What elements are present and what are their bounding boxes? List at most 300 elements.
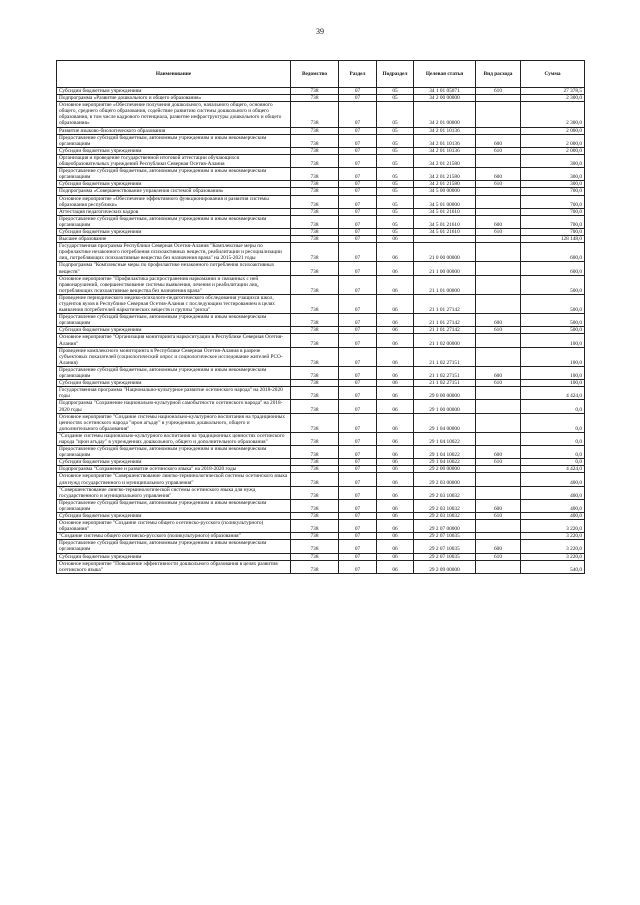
cell-amount: 400,0 — [521, 473, 585, 486]
cell-target-article: 29 2 09 00000 — [414, 560, 476, 573]
cell-subsection: 06 — [377, 432, 414, 445]
cell-target-article: 29 2 07 00000 — [414, 520, 476, 533]
cell-name: Государственная программа "Национально-культурное развитие осетинского народа" на 2018-2020 годы — [57, 387, 291, 400]
cell-section: 07 — [339, 88, 377, 95]
cell-expense-type — [476, 432, 521, 445]
cell-department: 738 — [291, 294, 339, 313]
cell-section: 07 — [339, 195, 377, 208]
cell-target-article: 29 2 03 10032 — [414, 513, 476, 520]
cell-amount: 3 220,0 — [521, 520, 585, 533]
cell-expense-type: 600 — [476, 499, 521, 512]
cell-section: 07 — [339, 486, 377, 499]
cell-department: 738 — [291, 366, 339, 379]
table-row — [57, 540, 585, 553]
cell-amount: 500,0 — [521, 314, 585, 327]
cell-department: 738 — [291, 127, 339, 134]
cell-expense-type: 610 — [476, 513, 521, 520]
cell-subsection: 06 — [377, 560, 414, 573]
cell-section: 07 — [339, 387, 377, 400]
cell-expense-type — [476, 400, 521, 413]
cell-subsection: 05 — [377, 127, 414, 134]
table-row — [57, 400, 585, 413]
cell-expense-type — [476, 473, 521, 486]
cell-department: 738 — [291, 499, 339, 512]
cell-section: 07 — [339, 314, 377, 327]
table-row — [57, 188, 585, 195]
cell-amount: 300,0 — [521, 168, 585, 181]
cell-amount: 300,0 — [521, 154, 585, 167]
cell-amount: 700,0 — [521, 228, 585, 235]
cell-section: 07 — [339, 533, 377, 540]
cell-department: 738 — [291, 147, 339, 154]
cell-expense-type — [476, 95, 521, 102]
cell-target-article: 21 0 00 00000 — [414, 243, 476, 262]
table-row — [57, 380, 585, 387]
cell-department: 738 — [291, 387, 339, 400]
cell-section: 07 — [339, 95, 377, 102]
cell-amount: 2 300,0 — [521, 95, 585, 102]
cell-name: Основное мероприятие "Создание системы общего осетинско-русского (поликультурного) образования" — [57, 520, 291, 533]
cell-expense-type: 610 — [476, 327, 521, 334]
table-row — [57, 314, 585, 327]
cell-section: 07 — [339, 134, 377, 147]
cell-name: Субсидии бюджетным учреждениям — [57, 459, 291, 466]
cell-target-article: 29 2 07 10035 — [414, 533, 476, 540]
cell-expense-type: 610 — [476, 181, 521, 188]
cell-subsection: 06 — [377, 262, 414, 275]
cell-expense-type: 610 — [476, 553, 521, 560]
cell-expense-type — [476, 236, 521, 243]
cell-expense-type — [476, 294, 521, 313]
cell-target-article: 21 1 01 27142 — [414, 314, 476, 327]
cell-section: 07 — [339, 459, 377, 466]
cell-subsection: 06 — [377, 294, 414, 313]
cell-section: 07 — [339, 243, 377, 262]
cell-subsection: 06 — [377, 446, 414, 459]
cell-department: 738 — [291, 195, 339, 208]
cell-target-article: 34 2 01 10136 — [414, 147, 476, 154]
cell-target-article: 21 1 01 27142 — [414, 327, 476, 334]
cell-name: Предоставление субсидий бюджетным, автономным учреждениям и иным некоммерческим организациям — [57, 540, 291, 553]
cell-target-article: 34 2 00 00000 — [414, 95, 476, 102]
header-expense-type: Вид расхода — [476, 61, 521, 88]
cell-expense-type — [476, 188, 521, 195]
table-row — [57, 387, 585, 400]
table-row — [57, 262, 585, 275]
table-header-row — [57, 61, 585, 88]
cell-subsection: 05 — [377, 147, 414, 154]
cell-expense-type — [476, 387, 521, 400]
cell-target-article: 34 2 01 10136 — [414, 134, 476, 147]
cell-subsection: 06 — [377, 486, 414, 499]
cell-target-article: 34 5 00 00000 — [414, 188, 476, 195]
cell-target-article: 21 1 01 00000 — [414, 275, 476, 294]
cell-subsection: 05 — [377, 215, 414, 228]
cell-section: 07 — [339, 236, 377, 243]
cell-target-article: 34 1 01 05071 — [414, 88, 476, 95]
cell-section: 07 — [339, 446, 377, 459]
cell-section: 07 — [339, 294, 377, 313]
cell-name: Развитие языково-биологического образования — [57, 127, 291, 134]
cell-target-article: 34 5 01 21610 — [414, 228, 476, 235]
cell-target-article — [414, 236, 476, 243]
cell-subsection: 06 — [377, 413, 414, 432]
table-row — [57, 147, 585, 154]
cell-subsection: 06 — [377, 553, 414, 560]
cell-section: 07 — [339, 147, 377, 154]
cell-amount: 0,0 — [521, 400, 585, 413]
cell-department: 738 — [291, 168, 339, 181]
cell-department: 738 — [291, 215, 339, 228]
cell-expense-type — [476, 560, 521, 573]
table-row — [57, 432, 585, 445]
cell-expense-type: 600 — [476, 215, 521, 228]
cell-amount: 500,0 — [521, 275, 585, 294]
table-body — [57, 88, 585, 574]
cell-expense-type — [476, 466, 521, 473]
cell-department: 738 — [291, 380, 339, 387]
cell-target-article: 21 1 02 00000 — [414, 334, 476, 347]
header-section: Раздел — [339, 61, 377, 88]
cell-amount: 500,0 — [521, 294, 585, 313]
cell-expense-type: 610 — [476, 380, 521, 387]
cell-target-article: 29 2 00 00000 — [414, 466, 476, 473]
cell-name: Подпрограмма "Сохранение национально-культурной самобытности осетинского народа" на 2018-2020 годы — [57, 400, 291, 413]
cell-section: 07 — [339, 553, 377, 560]
cell-expense-type: 600 — [476, 540, 521, 553]
cell-name: Субсидии бюджетным учреждениям — [57, 88, 291, 95]
cell-subsection: 06 — [377, 387, 414, 400]
cell-subsection: 05 — [377, 134, 414, 147]
cell-section: 07 — [339, 473, 377, 486]
cell-section: 07 — [339, 188, 377, 195]
cell-department: 738 — [291, 243, 339, 262]
cell-name: Предоставление субсидий бюджетным, автономным учреждениям и иным некоммерческим организациям — [57, 366, 291, 379]
cell-subsection: 05 — [377, 181, 414, 188]
cell-expense-type: 610 — [476, 147, 521, 154]
cell-name: Предоставление субсидий бюджетным, автономным учреждениям и иным некоммерческим организациям — [57, 134, 291, 147]
cell-amount: 700,0 — [521, 188, 585, 195]
cell-expense-type: 610 — [476, 459, 521, 466]
cell-department: 738 — [291, 432, 339, 445]
cell-section: 07 — [339, 181, 377, 188]
cell-section: 07 — [339, 400, 377, 413]
cell-section: 07 — [339, 432, 377, 445]
cell-expense-type — [476, 520, 521, 533]
cell-department: 738 — [291, 134, 339, 147]
cell-section: 07 — [339, 327, 377, 334]
cell-name: Аттестация педагогических кадров — [57, 208, 291, 215]
cell-expense-type — [476, 154, 521, 167]
table-row — [57, 413, 585, 432]
cell-name: Основное мероприятие «Обеспечение эффективного функционирования и развития системы образования республики» — [57, 195, 291, 208]
cell-department: 738 — [291, 473, 339, 486]
cell-target-article: 29 1 00 00000 — [414, 400, 476, 413]
cell-amount: 540,0 — [521, 560, 585, 573]
cell-expense-type: 600 — [476, 134, 521, 147]
cell-department: 738 — [291, 228, 339, 235]
cell-amount: 600,0 — [521, 243, 585, 262]
cell-expense-type — [476, 486, 521, 499]
cell-section: 07 — [339, 466, 377, 473]
cell-expense-type — [476, 127, 521, 134]
cell-target-article: 34 2 01 00000 — [414, 102, 476, 127]
table-row — [57, 215, 585, 228]
cell-expense-type: 610 — [476, 228, 521, 235]
cell-name: Предоставление субсидий бюджетным, автономным учреждениям и иным некоммерческим организациям — [57, 168, 291, 181]
cell-amount: 2 000,0 — [521, 147, 585, 154]
cell-expense-type: 600 — [476, 168, 521, 181]
cell-target-article: 29 2 03 10032 — [414, 499, 476, 512]
cell-target-article: 29 1 04 10022 — [414, 432, 476, 445]
cell-amount: 700,0 — [521, 215, 585, 228]
cell-section: 07 — [339, 215, 377, 228]
cell-section: 07 — [339, 499, 377, 512]
cell-department: 738 — [291, 446, 339, 459]
cell-amount: 3 220,0 — [521, 553, 585, 560]
cell-target-article: 29 0 00 00000 — [414, 387, 476, 400]
cell-amount: 3 220,0 — [521, 540, 585, 553]
header-name: Наименование — [57, 61, 291, 88]
table-row — [57, 195, 585, 208]
cell-target-article: 34 2 01 21580 — [414, 154, 476, 167]
cell-name: Субсидии бюджетным учреждениям — [57, 147, 291, 154]
cell-name: Субсидии бюджетным учреждениям — [57, 181, 291, 188]
cell-target-article: 34 5 01 21610 — [414, 208, 476, 215]
cell-department: 738 — [291, 540, 339, 553]
cell-name: Проведение комплексного мониторинга в Республике Северная Осетия-Алания в разрезе субъектовых показателей (социологический опрос и социологическое исследование жителей РСО-Алания) — [57, 347, 291, 366]
cell-amount: 600,0 — [521, 262, 585, 275]
cell-department: 738 — [291, 466, 339, 473]
cell-subsection: 06 — [377, 400, 414, 413]
cell-department: 738 — [291, 553, 339, 560]
table-row — [57, 446, 585, 459]
table-row — [57, 243, 585, 262]
cell-department: 738 — [291, 533, 339, 540]
cell-amount: 100,0 — [521, 366, 585, 379]
cell-name: Субсидии бюджетным учреждениям — [57, 380, 291, 387]
cell-target-article: 21 1 02 27151 — [414, 380, 476, 387]
cell-name: Субсидии бюджетным учреждениям — [57, 513, 291, 520]
cell-target-article: 34 5 01 00000 — [414, 195, 476, 208]
cell-amount: 27 378,5 — [521, 88, 585, 95]
cell-amount: 2 300,0 — [521, 102, 585, 127]
cell-department: 738 — [291, 208, 339, 215]
cell-subsection: 06 — [377, 347, 414, 366]
table-row — [57, 533, 585, 540]
table-row — [57, 127, 585, 134]
header-target-article: Целевая статья — [414, 61, 476, 88]
table-row — [57, 327, 585, 334]
cell-section: 07 — [339, 127, 377, 134]
table-row — [57, 294, 585, 313]
cell-amount: 400,0 — [521, 499, 585, 512]
cell-subsection: 06 — [377, 499, 414, 512]
cell-expense-type — [476, 102, 521, 127]
cell-section: 07 — [339, 513, 377, 520]
cell-subsection: 06 — [377, 327, 414, 334]
cell-section: 07 — [339, 366, 377, 379]
cell-department: 738 — [291, 188, 339, 195]
cell-department: 738 — [291, 334, 339, 347]
cell-amount: 700,0 — [521, 195, 585, 208]
cell-target-article: 21 1 00 00000 — [414, 262, 476, 275]
cell-name: Основное мероприятие "Повышение эффективности дошкольного образования в целях развития осетинского языка" — [57, 560, 291, 573]
cell-section: 07 — [339, 560, 377, 573]
cell-subsection: 05 — [377, 228, 414, 235]
cell-name: Подпрограмма «Совершенствование управления системой образования» — [57, 188, 291, 195]
cell-amount: 128 148,0 — [521, 236, 585, 243]
cell-subsection: 06 — [377, 533, 414, 540]
budget-table — [56, 60, 585, 574]
cell-department: 738 — [291, 560, 339, 573]
cell-subsection: 06 — [377, 540, 414, 553]
table-row — [57, 486, 585, 499]
cell-target-article: 21 1 02 27151 — [414, 347, 476, 366]
table-row — [57, 168, 585, 181]
cell-department: 738 — [291, 95, 339, 102]
table-row — [57, 334, 585, 347]
cell-subsection: 05 — [377, 195, 414, 208]
cell-amount: 300,0 — [521, 181, 585, 188]
cell-section: 07 — [339, 262, 377, 275]
cell-subsection: 06 — [377, 459, 414, 466]
cell-name: "Создание системы общего осетинско-русского (поликультурного) образования" — [57, 533, 291, 540]
cell-name: Субсидии бюджетным учреждениям — [57, 553, 291, 560]
cell-target-article: 29 2 03 00000 — [414, 473, 476, 486]
cell-subsection: 05 — [377, 95, 414, 102]
cell-department: 738 — [291, 236, 339, 243]
cell-name: Высшее образование — [57, 236, 291, 243]
cell-department: 738 — [291, 88, 339, 95]
cell-department: 738 — [291, 181, 339, 188]
cell-expense-type — [476, 347, 521, 366]
table-row — [57, 553, 585, 560]
cell-amount: 4 424,0 — [521, 387, 585, 400]
cell-expense-type: 600 — [476, 366, 521, 379]
cell-target-article: 29 2 07 10035 — [414, 553, 476, 560]
table-row — [57, 560, 585, 573]
page-number: 39 — [316, 27, 324, 36]
table-row — [57, 154, 585, 167]
cell-amount: 2 000,0 — [521, 127, 585, 134]
cell-expense-type — [476, 262, 521, 275]
table-row — [57, 473, 585, 486]
cell-expense-type — [476, 243, 521, 262]
cell-amount: 4 424,0 — [521, 466, 585, 473]
table-row — [57, 499, 585, 512]
cell-section: 07 — [339, 228, 377, 235]
cell-department: 738 — [291, 520, 339, 533]
cell-subsection: 05 — [377, 154, 414, 167]
cell-section: 07 — [339, 275, 377, 294]
cell-name: Субсидии бюджетным учреждениям — [57, 228, 291, 235]
cell-name: Проведение периодического медико-психолого-педагогического обследования учащихся школ, студентов вузов в Республике Северная Осетия-Алания с последующим тестированием в целях выявления потребителей наркотических веществ и группы "риска" — [57, 294, 291, 313]
cell-name: "Совершенствование лингво-терминологической системы осетинского языка для нужд государственного и муниципального управления" — [57, 486, 291, 499]
cell-amount: 100,0 — [521, 380, 585, 387]
header-subsection: Подраздел — [377, 61, 414, 88]
cell-expense-type — [476, 208, 521, 215]
cell-name: Субсидии бюджетным учреждениям — [57, 327, 291, 334]
cell-expense-type — [476, 195, 521, 208]
header-amount: Сумма — [521, 61, 585, 88]
cell-section: 07 — [339, 540, 377, 553]
cell-subsection: 06 — [377, 236, 414, 243]
cell-name: Подпрограмма "Сохранение и развитие осетинского языка" на 2018-2020 годы — [57, 466, 291, 473]
header-department: Ведомство — [291, 61, 339, 88]
cell-department: 738 — [291, 486, 339, 499]
cell-name: Основное мероприятие «Обеспечение получения дошкольного, начального общего, основного общего, среднего общего образования, содействие развитию системы дошкольного и общего образования, в том числе кадрового потенциала, развитие инфраструктуры дошкольного и общего образования» — [57, 102, 291, 127]
cell-subsection: 05 — [377, 208, 414, 215]
cell-name: Предоставление субсидий бюджетным, автономным учреждениям и иным некоммерческим организациям — [57, 499, 291, 512]
cell-subsection: 05 — [377, 102, 414, 127]
table-row — [57, 88, 585, 95]
cell-name: Организация и проведение государственной итоговой аттестации обучающихся общеобразовательных учреждений Республики Северная Осетия-Алания — [57, 154, 291, 167]
cell-department: 738 — [291, 102, 339, 127]
cell-expense-type — [476, 533, 521, 540]
cell-department: 738 — [291, 413, 339, 432]
cell-subsection: 06 — [377, 513, 414, 520]
cell-amount: 0,0 — [521, 459, 585, 466]
cell-expense-type — [476, 275, 521, 294]
cell-subsection: 06 — [377, 466, 414, 473]
table-row — [57, 228, 585, 235]
cell-target-article: 34 2 01 10136 — [414, 127, 476, 134]
cell-amount: 700,0 — [521, 208, 585, 215]
cell-name: Предоставление субсидий бюджетным, автономным учреждениям и иным некоммерческим организациям — [57, 446, 291, 459]
table-row — [57, 513, 585, 520]
cell-department: 738 — [291, 154, 339, 167]
cell-department: 738 — [291, 275, 339, 294]
cell-subsection: 05 — [377, 88, 414, 95]
cell-subsection: 06 — [377, 314, 414, 327]
table-row — [57, 366, 585, 379]
cell-name: Основное мероприятие "Организация мониторинга наркоситуации в Республике Северная Осетия-Алания" — [57, 334, 291, 347]
cell-amount: 0,0 — [521, 413, 585, 432]
cell-target-article: 29 1 04 10022 — [414, 446, 476, 459]
cell-department: 738 — [291, 400, 339, 413]
cell-subsection: 06 — [377, 473, 414, 486]
table-row — [57, 275, 585, 294]
cell-subsection: 05 — [377, 168, 414, 181]
cell-target-article: 29 1 04 10022 — [414, 459, 476, 466]
cell-expense-type — [476, 334, 521, 347]
cell-subsection: 06 — [377, 380, 414, 387]
cell-amount: 500,0 — [521, 327, 585, 334]
cell-amount: 0,0 — [521, 432, 585, 445]
cell-department: 738 — [291, 262, 339, 275]
cell-amount: 3 220,0 — [521, 533, 585, 540]
cell-section: 07 — [339, 154, 377, 167]
cell-target-article: 34 5 01 21610 — [414, 215, 476, 228]
cell-target-article: 21 1 01 27142 — [414, 294, 476, 313]
table-row — [57, 181, 585, 188]
cell-subsection: 06 — [377, 243, 414, 262]
cell-target-article: 34 2 01 21580 — [414, 181, 476, 188]
table-row — [57, 347, 585, 366]
cell-amount: 100,0 — [521, 347, 585, 366]
cell-expense-type: 600 — [476, 446, 521, 459]
cell-section: 07 — [339, 168, 377, 181]
cell-section: 07 — [339, 347, 377, 366]
cell-section: 07 — [339, 334, 377, 347]
table-row — [57, 459, 585, 466]
cell-amount: 400,0 — [521, 513, 585, 520]
cell-name: Государственная программа Республики Северная Осетия-Алания "Комплексные меры по профилактике незаконного потребления психоактивных веществ, реабилитации и ресоциализации лиц, потребляющих психоактивные вещества без назначения врача" на 2015-2021 годы — [57, 243, 291, 262]
cell-amount: 100,0 — [521, 334, 585, 347]
cell-name: Предоставление субсидий бюджетным, автономным учреждениям и иным некоммерческим организациям — [57, 314, 291, 327]
cell-subsection: 06 — [377, 334, 414, 347]
